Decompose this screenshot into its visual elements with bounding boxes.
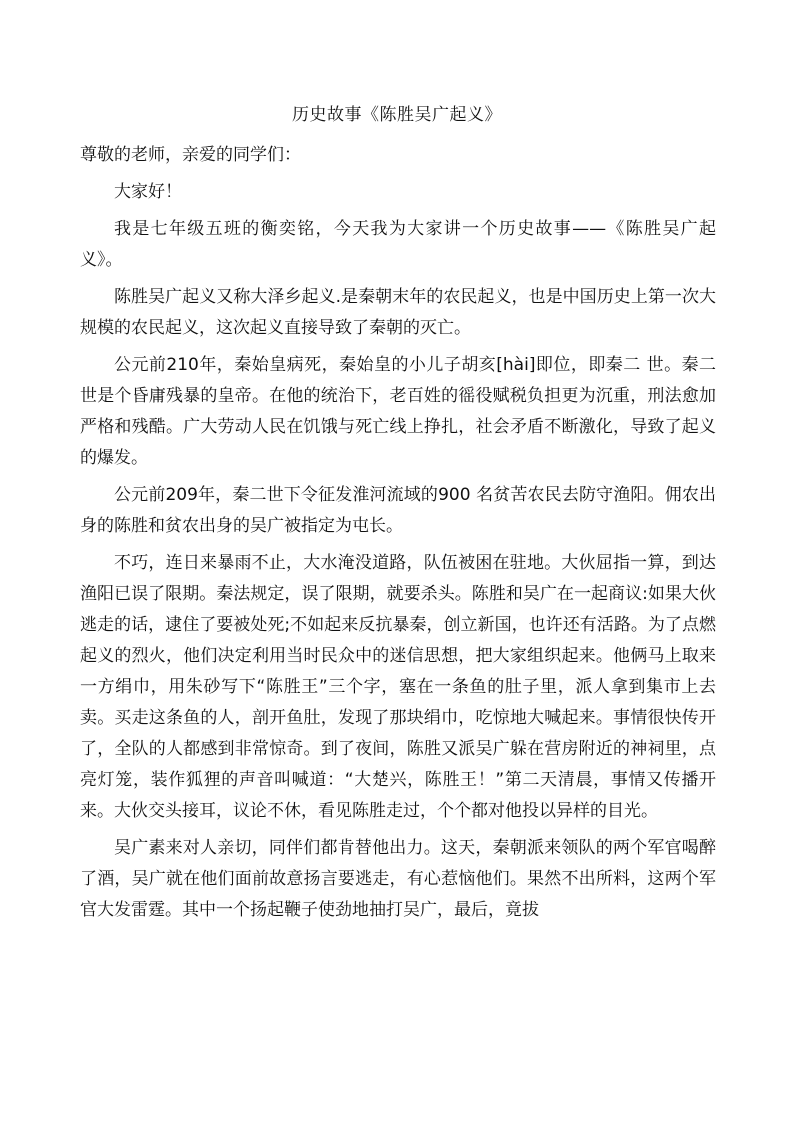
paragraph: 公元前210年，秦始皇病死，秦始皇的小儿子胡亥[hài]即位，即秦二 世。秦二世是个昏庸残暴的皇帝。在他的统治下，老百姓的徭役赋税负担更为沉重，刑法愈加严格和残酷。广大劳动人民在饥饿与死亡线上挣扎，社会矛盾不断激化，导致了起义的爆发。 (80, 355, 716, 468)
document-title: 历史故事《陈胜吴广起义》 (292, 105, 502, 125)
paragraph: 公元前209年，秦二世下令征发淮河流域的900 名贫苦农民去防守渔阳。佣农出身的陈胜和贫农出身的吴广被指定为屯长。 (80, 485, 716, 536)
greeting-line: 尊敬的老师，亲爱的同学们： (80, 145, 301, 165)
paragraph: 大家好！ (114, 182, 182, 202)
paragraph: 不巧，连日来暴雨不止，大水淹没道路，队伍被困在驻地。大伙屈指一算，到达渔阳已误了限期。秦法规定，误了限期，就要杀头。陈胜和吴广在一起商议:如果大伙逃走的话，逮住了要被处死;不如起来反抗暴秦，创立新国，也许还有活路。为了点燃起义的烈火，他们决定利用当时民众中的迷信思想，把大家组织起来。他俩马上取来一方绢巾，用朱砂写下“陈胜王”三个字，塞在一条鱼的肚子里，派人拿到集市上去卖。买走这条鱼的人，剖开鱼肚，发现了那块绢巾，吃惊地大喊起来。事情很快传开了，全队的人都感到非常惊奇。到了夜间，陈胜又派吴广躲在营房附近的神祠里，点亮灯笼，装作狐狸的声音叫喊道：“大楚兴，陈胜王！”第二天清晨，事情又传播开来。大伙交头接耳，议论不休，看见陈胜走过，个个都对他投以异样的目光。 (80, 553, 716, 821)
paragraph: 我是七年级五班的衡奕铭，今天我为大家讲一个历史故事——《陈胜吴广起义》。 (80, 219, 716, 270)
paragraph: 吴广素来对人亲切，同伴们都肯替他出力。这天，秦朝派来领队的两个军官喝醉了酒，吴广就在他们面前故意扬言要逃走，有心惹恼他们。果然不出所料，这两个军官大发雷霆。其中一个扬起鞭子使劲地抽打吴广，最后，竟拔 (80, 838, 716, 920)
paragraph: 陈胜吴广起义又称大泽乡起义.是秦朝末年的农民起义，也是中国历史上第一次大规模的农民起义，这次起义直接导致了秦朝的灭亡。 (80, 287, 716, 338)
document-body (80, 140, 716, 926)
